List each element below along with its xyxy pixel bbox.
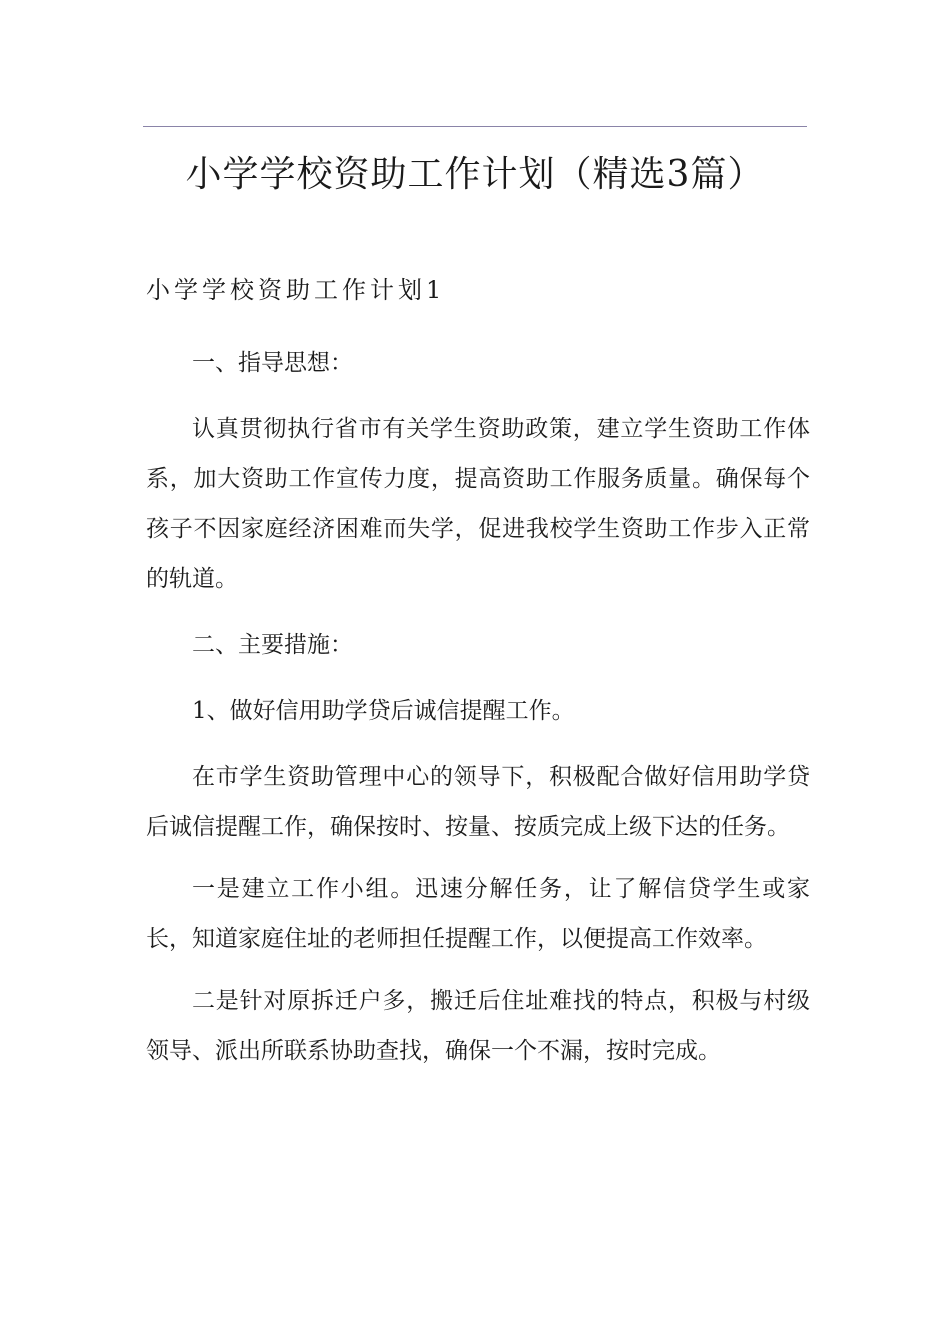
heading-main-measures: 二、主要措施： <box>192 632 353 658</box>
paragraph-work-group: 一是建立工作小组。迅速分解任务，让了解信贷学生或家长，知道家庭住址的老师担任提醒工作，以便提高工作效率。 <box>146 876 810 952</box>
section-heading: 小学学校资助工作计划1 <box>146 276 446 304</box>
header-rule <box>143 126 807 127</box>
item-1-heading: 1、做好信用助学贷后诚信提醒工作。 <box>192 698 575 724</box>
document-title: 小学学校资助工作计划（精选3篇） <box>185 154 765 195</box>
document-body <box>146 338 810 1076</box>
paragraph-guiding-ideology: 认真贯彻执行省市有关学生资助政策，建立学生资助工作体系，加大资助工作宣传力度，提高资助工作服务质量。确保每个孩子不因家庭经济困难而失学，促进我校学生资助工作步入正常的轨道。 <box>146 416 810 592</box>
paragraph-item-1: 在市学生资助管理中心的领导下，积极配合做好信用助学贷后诚信提醒工作，确保按时、按量、按质完成上级下达的任务。 <box>146 764 810 840</box>
heading-guiding-ideology: 一、指导思想： <box>192 350 353 376</box>
paragraph-relocation: 二是针对原拆迁户多，搬迁后住址难找的特点，积极与村级领导、派出所联系协助查找，确保一个不漏，按时完成。 <box>146 988 810 1064</box>
